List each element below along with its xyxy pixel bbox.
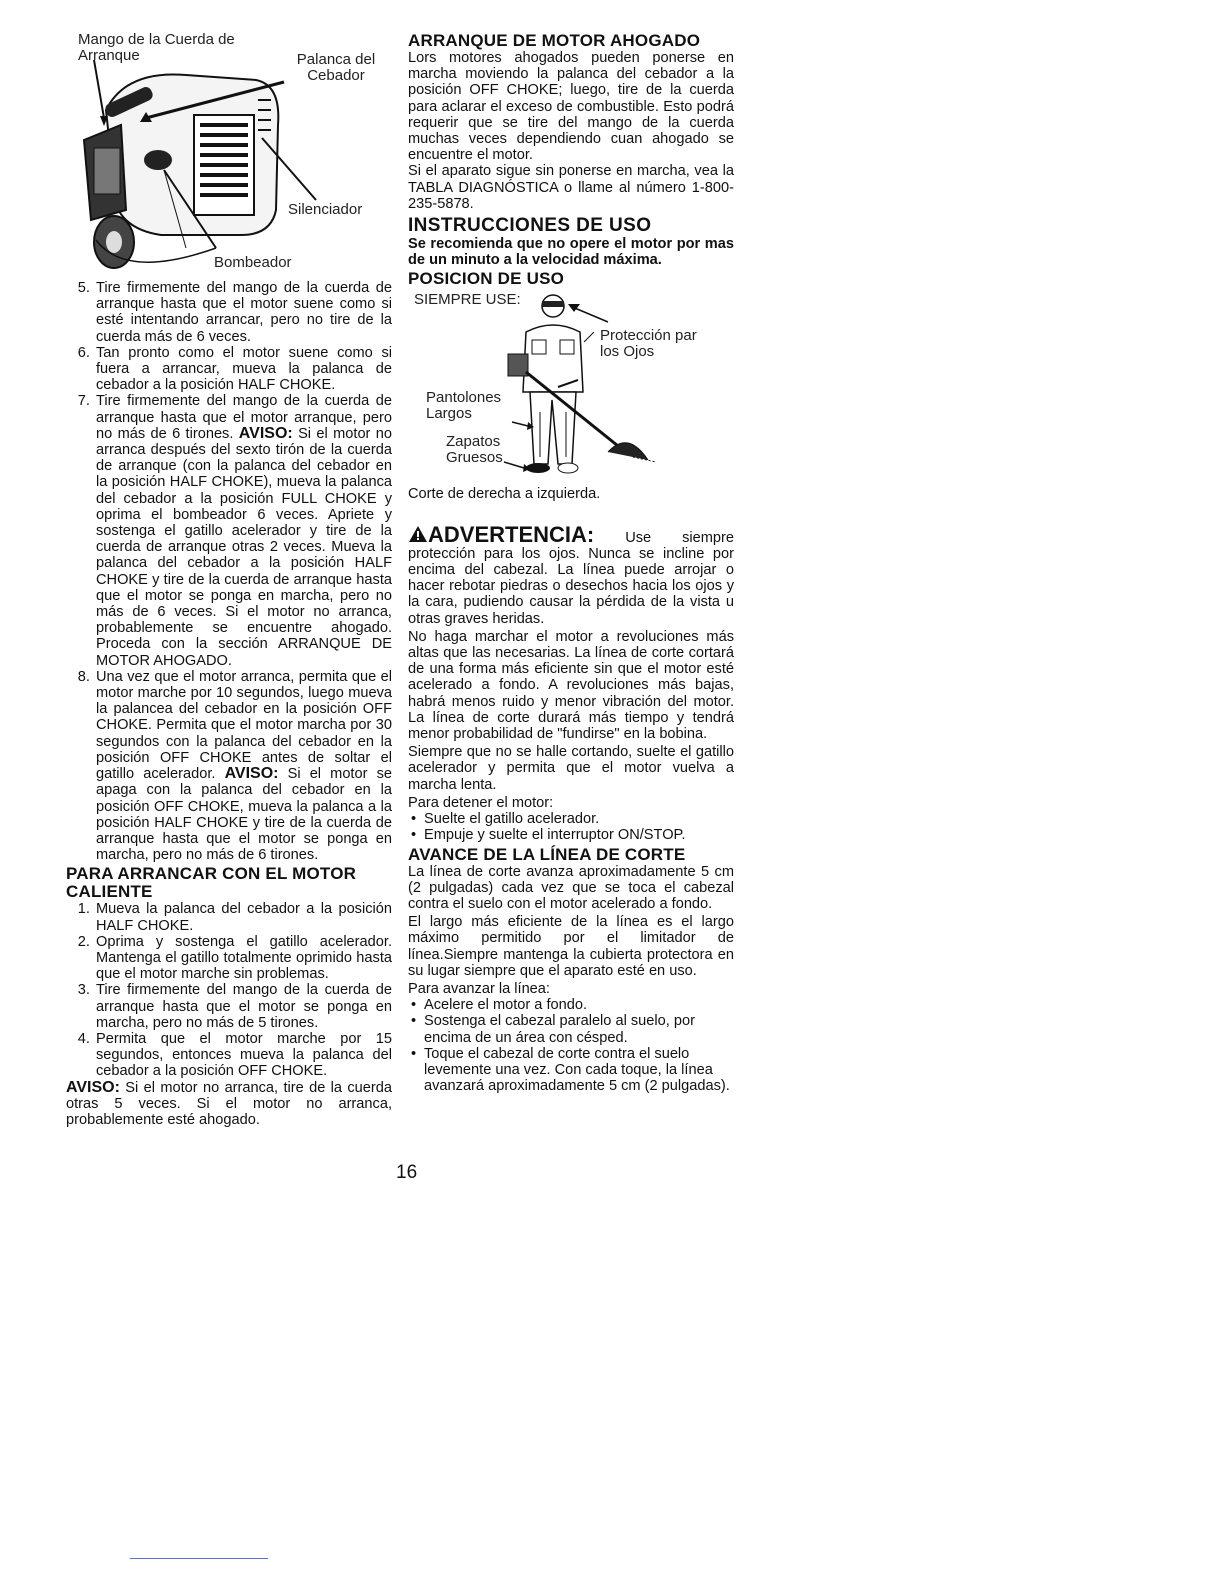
list-item: • Sostenga el cabezal paralelo al suelo, por encima de un área con césped. <box>424 1013 734 1045</box>
caliente-step: 2. Oprima y sostenga el gatillo acelerador. Mantenga el gatillo totalmente oprimido hasta que el motor marche sin problemas. <box>94 934 392 983</box>
advertencia-title: ADVERTENCIA: <box>428 521 595 547</box>
step-7-text-b: Si el motor no arranca después del sexto tirón de la cuerda de arranque (con la palanca del cebador en la posición HALF CHOKE), mueva la palanca del cebador a la posición FULL CHOKE y oprima el bombeador 6 veces. Apriete y sostenga el gatillo acelerador y tire de la cuerda de arranque otras 2 veces. Mueva la palanca del cebador a la posición HALF CHOKE y tire de la cuerda de arranque hasta que el motor se ponga en marcha, pero no más de 6 veces. Si el motor no arranca, probablemente se encuentre ahogado. Proceda con la sección ARRANQUE DE MOTOR AHOGADO. <box>96 425 392 669</box>
caliente-aviso <box>66 1080 392 1129</box>
heading-instrucciones: INSTRUCCIONES DE USO <box>408 215 652 237</box>
list-item: • Empuje y suelte el interruptor ON/STOP. <box>424 827 734 843</box>
page-number: 16 <box>396 1162 418 1183</box>
caliente-step: 4. Permita que el motor marche por 15 segundos, entonces mueva la palanca del cebador a la posición OFF CHOKE. <box>94 1031 392 1080</box>
label-zapatos: Zapatos Gruesos <box>446 433 503 467</box>
corte-direction: Corte de derecha a izquierda. <box>408 486 601 503</box>
engine-figure <box>66 30 392 278</box>
uso-warning: Se recomienda que no opere el motor por mas de un minuto a la velocidad máxima. <box>408 236 734 269</box>
caliente-step: 1. Mueva la palanca del cebador a la posición HALF CHOKE. <box>94 901 392 933</box>
list-item: • Toque el cabezal de corte contra el suelo levemente una vez. Con cada toque, la línea avanzará aproximadamente 5 cm (2 pulgadas). <box>424 1046 734 1095</box>
aviso-label: AVISO: <box>238 424 293 442</box>
label-mango-cuerda: Mango de la Cuerda de Arranque <box>78 31 235 64</box>
heading-caliente: PARA ARRANCAR CON EL MOTOR CALIENTE <box>66 864 357 902</box>
list-item: • Acelere el motor a fondo. <box>424 997 734 1013</box>
heading-avance: AVANCE DE LA LÍNEA DE CORTE <box>408 844 686 864</box>
advertencia-p4: Para detener el motor: <box>408 794 554 811</box>
detener-list <box>408 811 734 843</box>
avance-p1: La línea de corte avanza aproximadamente 5 cm (2 pulgadas) cada vez que se toca el cabezal contra el suelo con el motor acelerado a fondo. <box>408 863 734 912</box>
operating-position-figure <box>408 292 734 482</box>
step-6: 6. Tan pronto como el motor suene como si fuera a arrancar, mueva la palanca de cebador a la posición HALF CHOKE. <box>94 345 392 394</box>
label-bombeador: Bombeador <box>214 254 292 271</box>
advertencia-paragraph <box>408 521 734 627</box>
step-5: 5. Tire firmemente del mango de la cuerda de arranque hasta que el motor suene como si esté intentando arrancar, pero no tire de la cuerda más de 6 veces. <box>94 280 392 345</box>
label-proteccion-ojos: Protección par los Ojos <box>600 327 697 361</box>
label-siempre-use: SIEMPRE USE: <box>414 291 521 309</box>
step-7 <box>94 393 392 668</box>
step-8 <box>94 669 392 863</box>
avance-p3: Para avanzar la línea: <box>408 980 550 997</box>
label-pantalones: Pantolones Largos <box>426 389 502 423</box>
avance-list <box>408 997 734 1094</box>
step-8-text-a: Una vez que el motor arranca, permita que el motor marche por 10 segundos, luego mueva la palancea del cebador en la posición OFF CHOKE. Permita que el motor marcha por 30 segundos con la palanca del cebador en la posición OFF CHOKE antes de soltar el gatillo acelerador. <box>96 668 392 783</box>
caliente-steps <box>66 901 392 1079</box>
advertencia-block <box>408 521 734 844</box>
caliente-aviso-text: Si el motor no arranca, tire de la cuerda otras 5 veces. Si el motor no arranca, probablemente esté ahogado. <box>66 1079 392 1128</box>
ahogado-p1: Lors motores ahogados pueden ponerse en marcha moviendo la palanca del cebador a la posición OFF CHOKE; luego, tire de la cuerda para aclarar el exceso de combustible. Esto podrá requerir que se tire del mango de la cuerda muchas veces dependiendo cuan ahogado se encuentre el motor. <box>408 50 734 164</box>
label-palanca-cebador: Palanca del Cebador <box>296 51 376 84</box>
advertencia-p3: Siempre que no se halle cortando, suelte el gatillo acelerador y permita que el motor vuelva a marcha lenta. <box>408 744 734 793</box>
right-column <box>408 30 734 1094</box>
ahogado-p2: Si el aparato sigue sin ponerse en marcha, vea la TABLA DIAGNÓSTICA o llame al número 1-800-235-5878. <box>408 163 734 212</box>
left-column <box>66 30 392 1128</box>
caliente-step: 3. Tire firmemente del mango de la cuerda de arranque hasta que el motor se ponga en marcha, pero no más de 5 tirones. <box>94 982 392 1031</box>
warning-triangle-icon <box>408 530 428 546</box>
avance-p2: El largo más eficiente de la línea es el largo máximo permitido por el limitador de línea.Siempre mantenga la cubierta protectora en su lugar siempre que el aparato esté en uso. <box>408 914 734 979</box>
advertencia-p2: No haga marchar el motor a revoluciones más altas que las necesarias. La línea de corte cortará de una forma más eficiente sin que el motor esté acelerado a fondo. A revoluciones más bajas, habrá menos ruido y menor vibración del motor. La línea de corte durará más tiempo y tendrá menor probabilidad de "fundirse" en la bobina. <box>408 628 734 743</box>
advertencia-text: Use siempre protección para los ojos. Nunca se incline por encima del cabezal. La línea puede arrojar o hacer rebotar piedras o desechos hacia los ojos y la cara, pudiendo causar la pérdida de la vista u otras graves heridas. <box>408 529 734 627</box>
starting-steps <box>66 280 392 863</box>
list-item: • Suelte el gatillo acelerador. <box>424 811 734 827</box>
heading-posicion: POSICION DE USO <box>408 269 565 289</box>
step-7-text-a: Tire firmemente del mango de la cuerda de arranque hasta que el motor arranque, pero no más de 6 tirones. <box>96 393 392 442</box>
step-8-text-b: Si el motor se apaga con la palanca del cebador en la posición OFF CHOKE, mueva la palanca a la posición HALF CHOKE y tire de la cuerda de arranque hasta que el motor se ponga en marcha, pero no más de 6 tirones. <box>96 766 392 864</box>
aviso-label: AVISO: <box>66 1078 120 1096</box>
heading-ahogado: ARRANQUE DE MOTOR AHOGADO <box>408 31 701 50</box>
label-silenciador: Silenciador <box>288 201 363 218</box>
aviso-label: AVISO: <box>224 765 279 783</box>
footer-rule <box>130 1558 268 1559</box>
